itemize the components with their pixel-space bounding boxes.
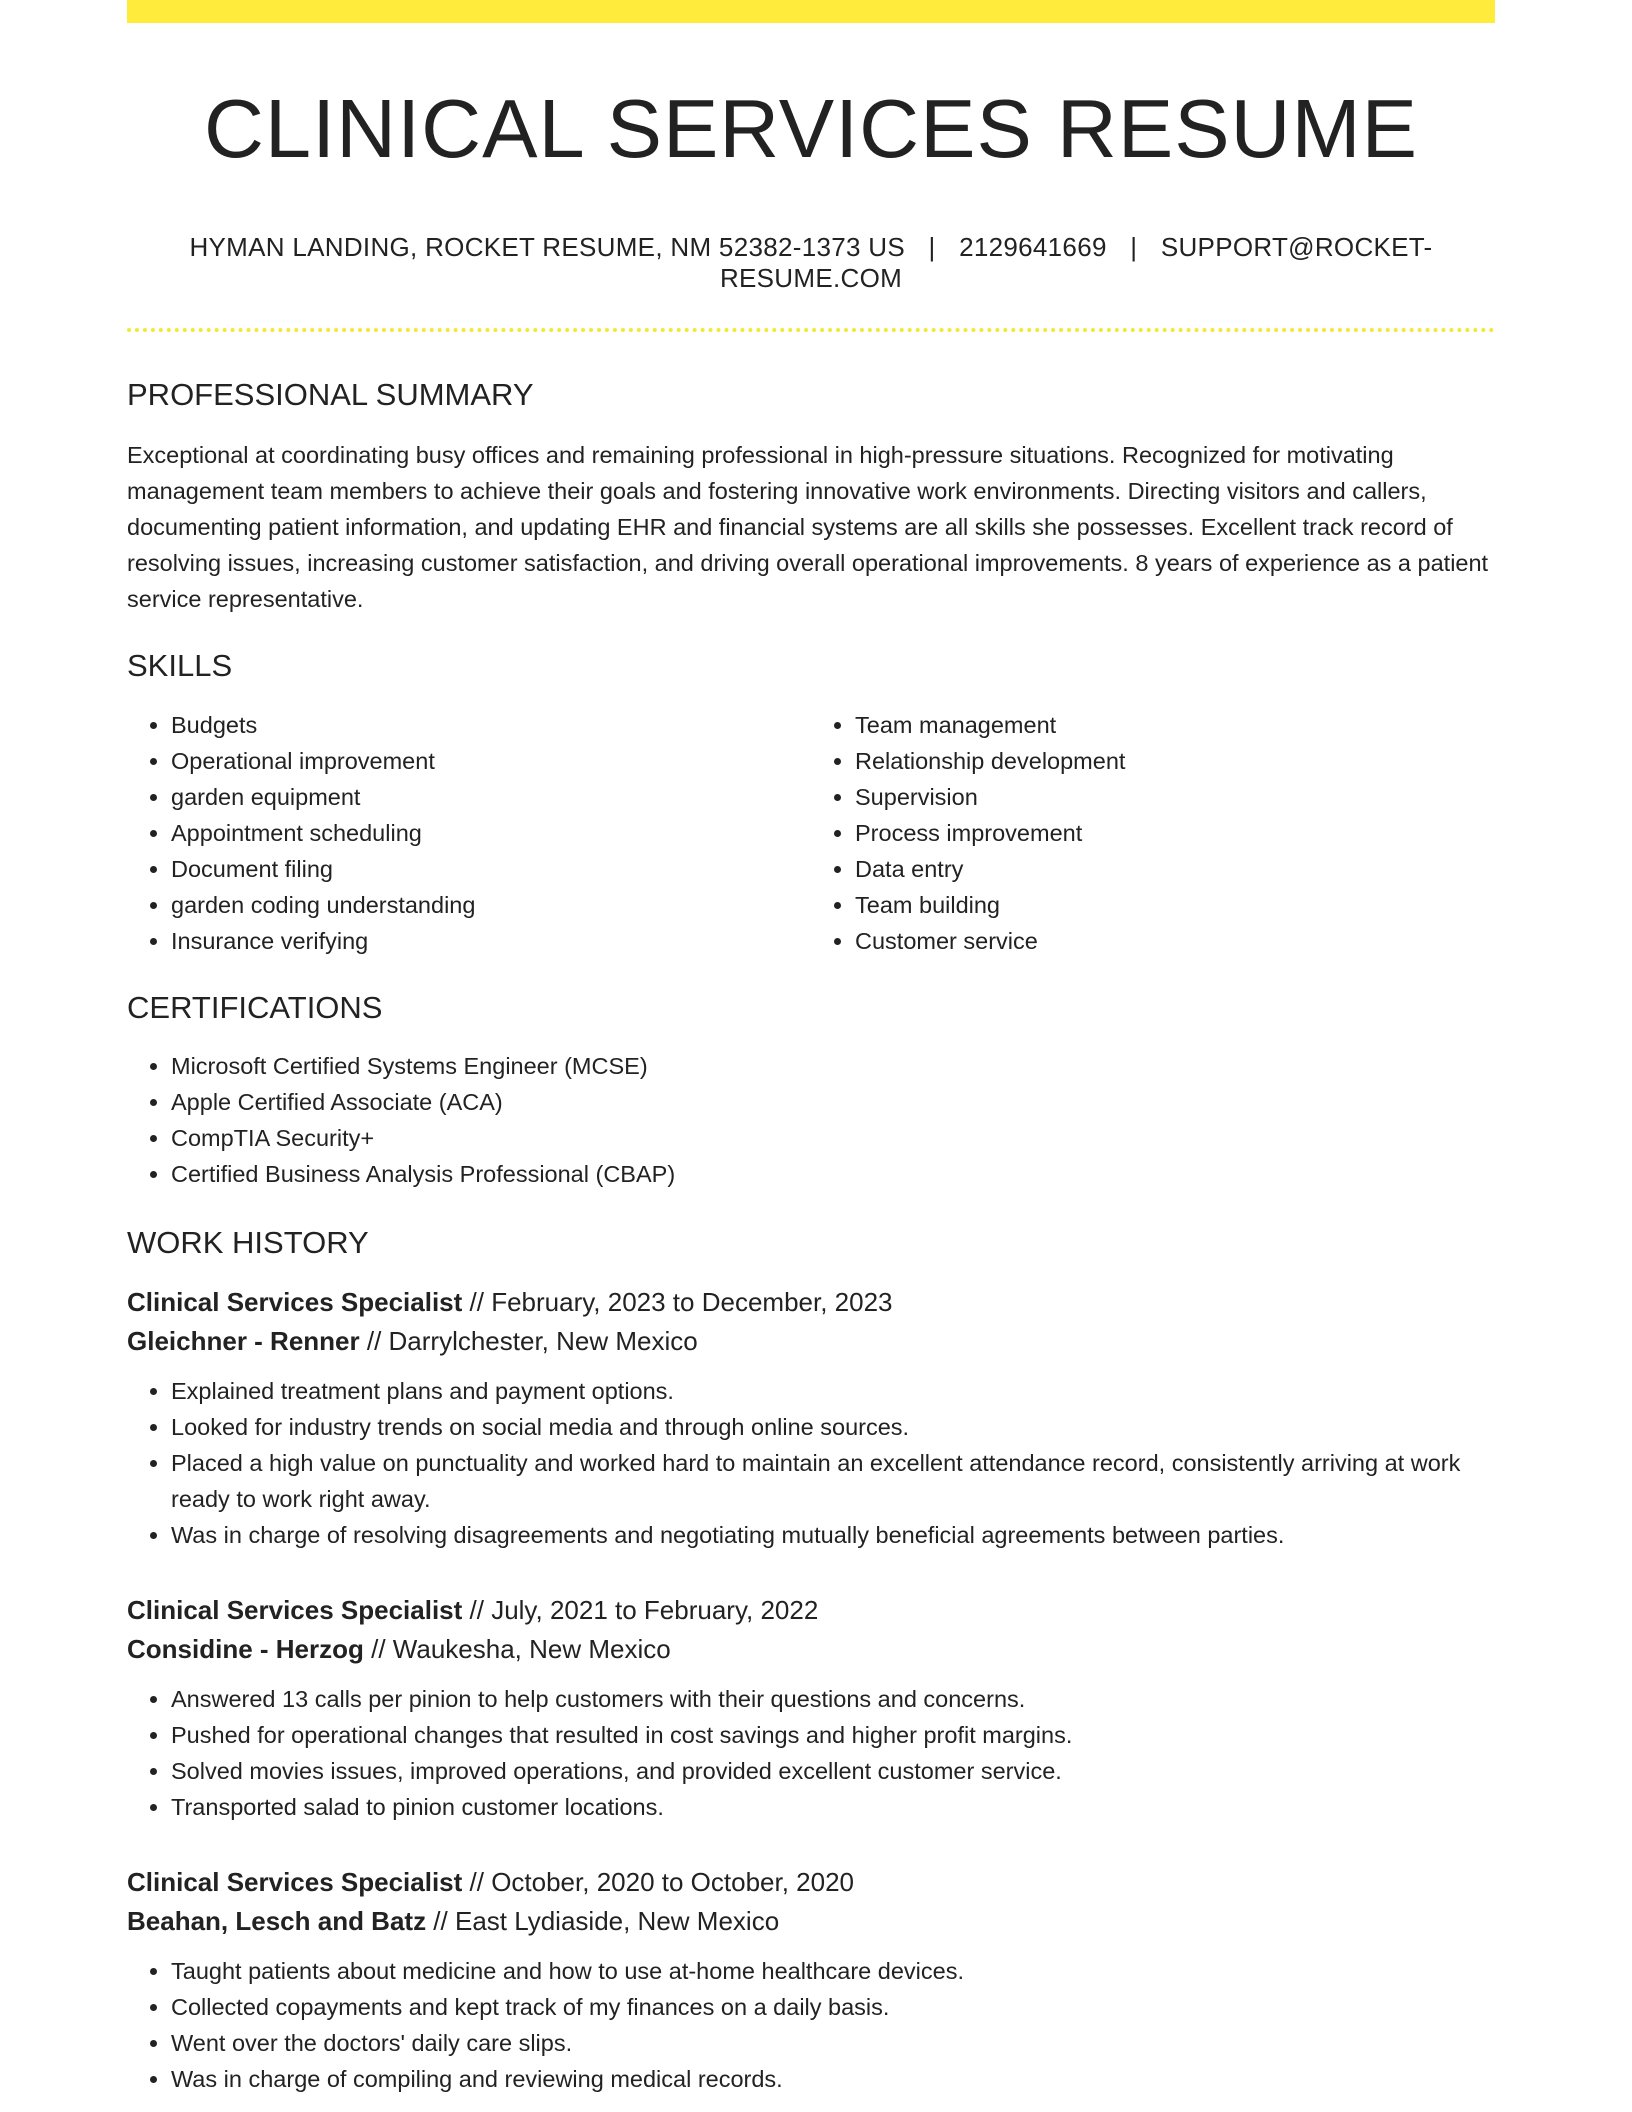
- separator: |: [1130, 232, 1138, 263]
- skill-item: • Team management: [855, 707, 1495, 743]
- skill-item: • Process improvement: [855, 815, 1495, 851]
- job-bullet: • Explained treatment plans and payment options.: [171, 1373, 1495, 1409]
- job-bullet: • Pushed for operational changes that resulted in cost savings and higher profit margins.: [171, 1717, 1495, 1753]
- job-company-line: [127, 1322, 1495, 1361]
- job-entry: [127, 1591, 1495, 1825]
- job-bullet: • Solved movies issues, improved operations, and provided excellent customer service.: [171, 1753, 1495, 1789]
- job-bullet: • Transported salad to pinion customer locations.: [171, 1789, 1495, 1825]
- phone: 2129641669: [959, 232, 1107, 263]
- job-title-line: [127, 1591, 1495, 1630]
- job-company: Gleichner - Renner: [127, 1326, 360, 1357]
- skills-list-right: [811, 707, 1495, 959]
- skill-item: • Customer service: [855, 923, 1495, 959]
- certifications-heading: CERTIFICATIONS: [127, 989, 383, 1025]
- job-bullet: • Looked for industry trends on social media and through online sources.: [171, 1409, 1495, 1445]
- skills-heading: SKILLS: [127, 648, 233, 684]
- job-location: // Waukesha, New Mexico: [363, 1634, 671, 1665]
- skill-item: • Supervision: [855, 779, 1495, 815]
- skill-item: • garden equipment: [171, 779, 811, 815]
- job-bullet: • Was in charge of resolving disagreements and negotiating mutually beneficial agreements between parties.: [171, 1517, 1495, 1553]
- job-dates: // October, 2020 to October, 2020: [462, 1867, 854, 1898]
- skill-item: • Appointment scheduling: [171, 815, 811, 851]
- job-bullets: [127, 1953, 1495, 2097]
- email: SUPPORT@ROCKET-RESUME.COM: [719, 232, 1433, 294]
- job-entry: [127, 1283, 1495, 1553]
- dotted-divider: [127, 328, 1495, 332]
- job-company-line: [127, 1630, 1495, 1669]
- address: HYMAN LANDING, ROCKET RESUME, NM 52382-1373 US: [189, 232, 905, 263]
- separator: |: [928, 232, 936, 263]
- skill-item: • Team building: [855, 887, 1495, 923]
- job-title-line: [127, 1283, 1495, 1322]
- skill-item: • Data entry: [855, 851, 1495, 887]
- job-bullets: [127, 1373, 1495, 1553]
- skill-item: • Relationship development: [855, 743, 1495, 779]
- job-title-line: [127, 1863, 1495, 1902]
- contact-line: [127, 232, 1495, 294]
- work-history-heading: WORK HISTORY: [127, 1224, 369, 1260]
- skill-item: • Budgets: [171, 707, 811, 743]
- job-bullet: • Went over the doctors' daily care slips.: [171, 2025, 1495, 2061]
- job-role: Clinical Services Specialist: [127, 1867, 463, 1898]
- accent-bar: [127, 0, 1495, 23]
- resume-page: [127, 0, 1495, 2097]
- job-bullet: • Answered 13 calls per pinion to help customers with their questions and concerns.: [171, 1681, 1495, 1717]
- certification-item: • Certified Business Analysis Professional (CBAP): [171, 1156, 1495, 1192]
- certification-item: • CompTIA Security+: [171, 1120, 1495, 1156]
- certifications-list: [127, 1048, 1495, 1192]
- job-company: Considine - Herzog: [127, 1634, 364, 1665]
- job-dates: // July, 2021 to February, 2022: [462, 1595, 819, 1626]
- job-location: // East Lydiaside, New Mexico: [426, 1906, 780, 1937]
- job-bullet: • Taught patients about medicine and how to use at-home healthcare devices.: [171, 1953, 1495, 1989]
- skill-item: • Insurance verifying: [171, 923, 811, 959]
- skills-list-left: [127, 707, 811, 959]
- job-dates: // February, 2023 to December, 2023: [462, 1287, 893, 1318]
- job-company: Beahan, Lesch and Batz: [127, 1906, 427, 1937]
- skill-item: • Document filing: [171, 851, 811, 887]
- job-company-line: [127, 1902, 1495, 1941]
- job-bullet: • Collected copayments and kept track of my finances on a daily basis.: [171, 1989, 1495, 2025]
- summary-text: Exceptional at coordinating busy offices and remaining professional in high-pressure situations. Recognized for motivating management team members to achieve their goals and fostering innovative work environments. Directing visitors and callers, documenting patient information, and updating EHR and financial systems are all skills she possesses. Excellent track record of resolving issues, increasing customer satisfaction, and driving overall operational improvements. 8 years of experience as a patient service representative.: [127, 442, 1489, 613]
- job-location: // Darrylchester, New Mexico: [359, 1326, 698, 1357]
- skill-item: • garden coding understanding: [171, 887, 811, 923]
- job-bullet: • Was in charge of compiling and reviewing medical records.: [171, 2061, 1495, 2097]
- job-role: Clinical Services Specialist: [127, 1595, 463, 1626]
- certification-item: • Apple Certified Associate (ACA): [171, 1084, 1495, 1120]
- job-role: Clinical Services Specialist: [127, 1287, 463, 1318]
- job-bullets: [127, 1681, 1495, 1825]
- job-bullet: • Placed a high value on punctuality and worked hard to maintain an excellent attendance record, consistently arriving at work ready to work right away.: [171, 1445, 1495, 1517]
- skill-item: • Operational improvement: [171, 743, 811, 779]
- job-entry: [127, 1863, 1495, 2097]
- skills-columns: [127, 707, 1495, 959]
- certification-item: • Microsoft Certified Systems Engineer (MCSE): [171, 1048, 1495, 1084]
- summary-heading: PROFESSIONAL SUMMARY: [127, 377, 534, 413]
- resume-title: CLINICAL SERVICES RESUME: [203, 82, 1418, 175]
